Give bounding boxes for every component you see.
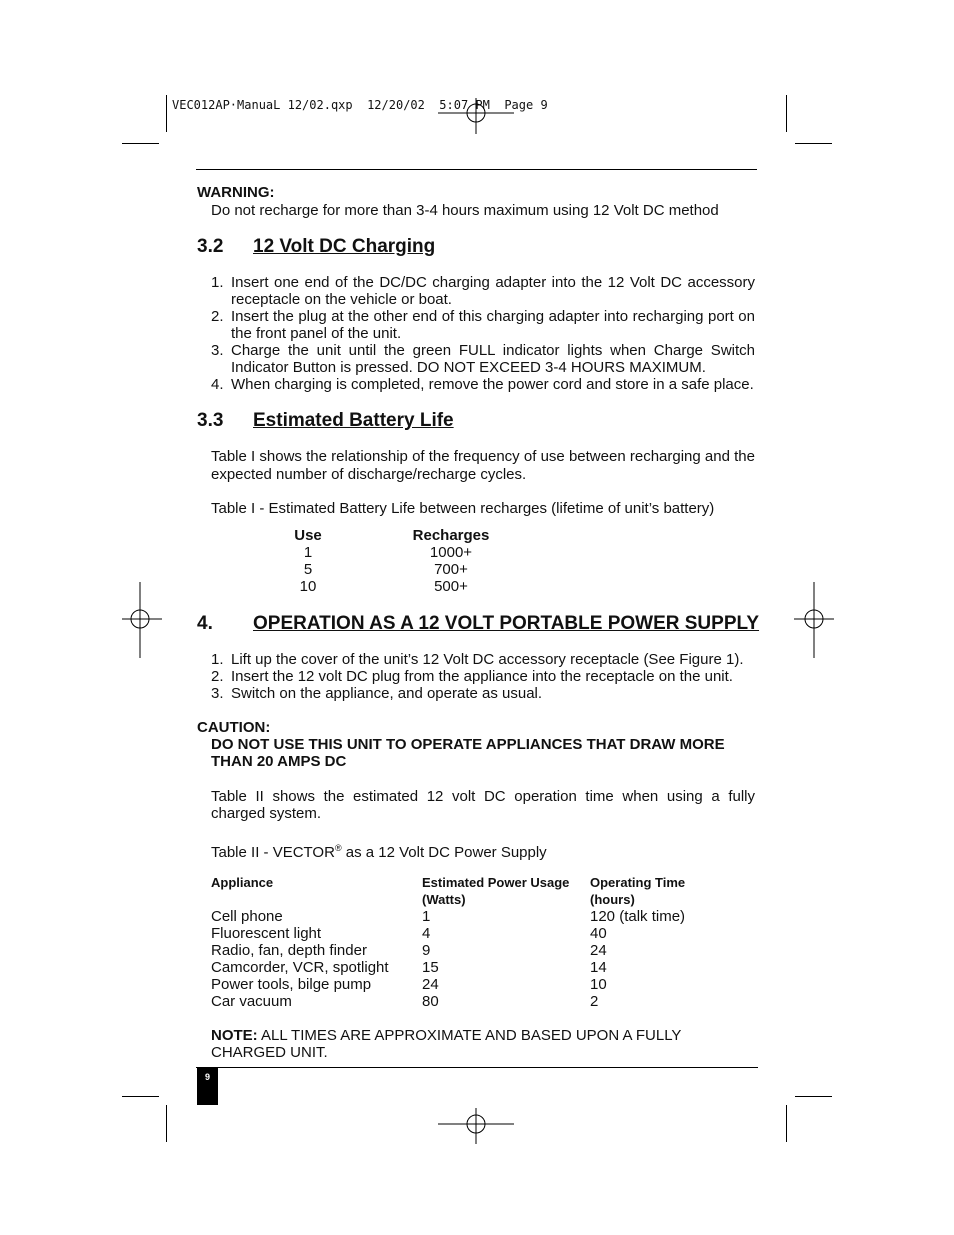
power-supply-table [211, 874, 750, 1010]
list-text: Insert the plug at the other end of this charging adapter into recharging port on the front panel of the unit. [231, 308, 755, 342]
table-row [211, 993, 750, 1010]
table-row [211, 976, 750, 993]
warning-text: Do not recharge for more than 3-4 hours maximum using 12 Volt DC method [211, 202, 719, 219]
operation-steps [211, 651, 755, 702]
table-cell: 80 [422, 993, 439, 1010]
table-row [280, 578, 566, 595]
section-number: 3.3 [197, 410, 224, 431]
table-header: Estimated Power Usage [422, 875, 570, 890]
caption-text: Table II - VECTOR [211, 844, 335, 861]
battery-life-intro: Table I shows the relationship of the frequency of use between recharging and the expected number of discharge/recharge cycles. [211, 448, 755, 483]
table-2-caption [211, 840, 547, 861]
list-number: 4. [211, 376, 224, 393]
page-number: 9 [197, 1068, 218, 1105]
registration-mark-icon [794, 582, 834, 658]
table-subheader [211, 891, 422, 908]
table-row [211, 959, 750, 976]
crop-mark [166, 1105, 167, 1142]
crop-mark [795, 1096, 832, 1097]
table-cell: Cell phone [211, 908, 283, 925]
table-row [211, 925, 750, 942]
list-number: 3. [211, 685, 224, 702]
table-header: Appliance [211, 875, 274, 890]
section-title: 12 Volt DC Charging [253, 236, 436, 257]
table-cell: 4 [422, 925, 431, 942]
list-item [211, 308, 755, 342]
list-number: 3. [211, 342, 224, 359]
registration-mark-icon [438, 98, 514, 134]
table-row [280, 561, 566, 578]
list-text: When charging is completed, remove the power cord and store in a safe place. [231, 376, 754, 393]
crop-mark [786, 95, 787, 132]
section-heading-3-2 [197, 236, 435, 258]
list-number: 1. [211, 651, 224, 668]
registered-mark: ® [334, 843, 342, 853]
table-cell: Car vacuum [211, 993, 292, 1010]
table-cell: 1 [303, 544, 313, 561]
warning-label: WARNING: [197, 184, 275, 201]
table-header: Operating Time [590, 875, 686, 890]
crop-mark [786, 1105, 787, 1142]
crop-mark [122, 1096, 159, 1097]
table-cell: Power tools, bilge pump [211, 976, 372, 993]
table-2-intro: Table II shows the estimated 12 volt DC operation time when using a fully charged system. [211, 788, 755, 822]
bottom-rule [196, 1067, 758, 1068]
list-item [211, 685, 755, 702]
list-number: 2. [211, 668, 224, 685]
list-text: Insert the 12 volt DC plug from the appliance into the receptacle on the unit. [231, 668, 733, 685]
table-cell: Radio, fan, depth finder [211, 942, 367, 959]
list-text: Switch on the appliance, and operate as usual. [231, 685, 543, 702]
table-subheader: (hours) [590, 892, 635, 907]
list-number: 2. [211, 308, 224, 325]
list-item [211, 668, 755, 685]
table-cell: 10 [590, 976, 607, 993]
list-item [211, 274, 755, 308]
section-title: Estimated Battery Life [253, 410, 454, 431]
table-1-caption: Table I - Estimated Battery Life between recharges (lifetime of unit’s battery) [211, 500, 715, 517]
table-cell: 1 [422, 908, 431, 925]
table-cell: 15 [422, 959, 439, 976]
list-text: Insert one end of the DC/DC charging adapter into the 12 Volt DC accessory receptacle on the vehicle or boat. [231, 274, 755, 308]
top-rule [196, 169, 757, 170]
section-heading-4 [197, 613, 759, 635]
caution-text: DO NOT USE THIS UNIT TO OPERATE APPLIANCES THAT DRAW MORE THAN 20 AMPS DC [211, 736, 725, 770]
note-text: ALL TIMES ARE APPROXIMATE AND BASED UPON A FULLY CHARGED UNIT. [211, 1027, 682, 1061]
list-text: Charge the unit until the green FULL indicator lights when Charge Switch Indicator Button is pressed. DO NOT EXCEED 3-4 HOURS MAXIMUM. [231, 342, 755, 376]
table-cell: 1000+ [429, 544, 473, 561]
list-item [211, 651, 755, 668]
caption-text: as a 12 Volt DC Power Supply [341, 844, 547, 861]
table-cell: 10 [299, 578, 317, 595]
table-row [211, 908, 750, 925]
note-label: NOTE: [211, 1027, 258, 1044]
section-heading-3-3 [197, 410, 454, 432]
table-cell: 120 (talk time) [590, 908, 686, 925]
table-cell: 14 [590, 959, 607, 976]
table-cell: 2 [590, 993, 599, 1010]
list-item [211, 376, 755, 393]
battery-life-table [280, 527, 566, 595]
list-number: 1. [211, 274, 224, 291]
table-row [280, 544, 566, 561]
table-cell: 5 [303, 561, 313, 578]
list-item [211, 342, 755, 376]
section-number: 3.2 [197, 236, 224, 257]
table-header: Use [294, 527, 322, 544]
table-cell: Camcorder, VCR, spotlight [211, 959, 389, 976]
table-cell: 24 [422, 976, 439, 993]
crop-mark [122, 143, 159, 144]
list-text: Lift up the cover of the unit’s 12 Volt DC accessory receptacle (See Figure 1). [231, 651, 744, 668]
registration-mark-icon [438, 1108, 514, 1144]
table-cell: Fluorescent light [211, 925, 322, 942]
table-subheader: (Watts) [422, 892, 466, 907]
section-title: OPERATION AS A 12 VOLT PORTABLE POWER SUPPLY [253, 613, 760, 634]
section-number: 4. [197, 613, 213, 634]
table-cell: 40 [590, 925, 607, 942]
table-cell: 9 [422, 942, 431, 959]
table-cell: 700+ [434, 561, 468, 578]
caution-label: CAUTION: [197, 719, 271, 736]
note [211, 1027, 757, 1061]
table-header: Recharges [412, 527, 490, 544]
crop-mark [166, 95, 167, 132]
table-cell: 500+ [434, 578, 468, 595]
crop-mark [795, 143, 832, 144]
file-slug: VEC012AP·ManuaL 12/02.qxp 12/20/02 5:07 PM Page 9 [172, 98, 548, 112]
registration-mark-icon [122, 582, 162, 658]
table-row [211, 942, 750, 959]
charging-steps [211, 274, 755, 393]
table-cell: 24 [590, 942, 607, 959]
